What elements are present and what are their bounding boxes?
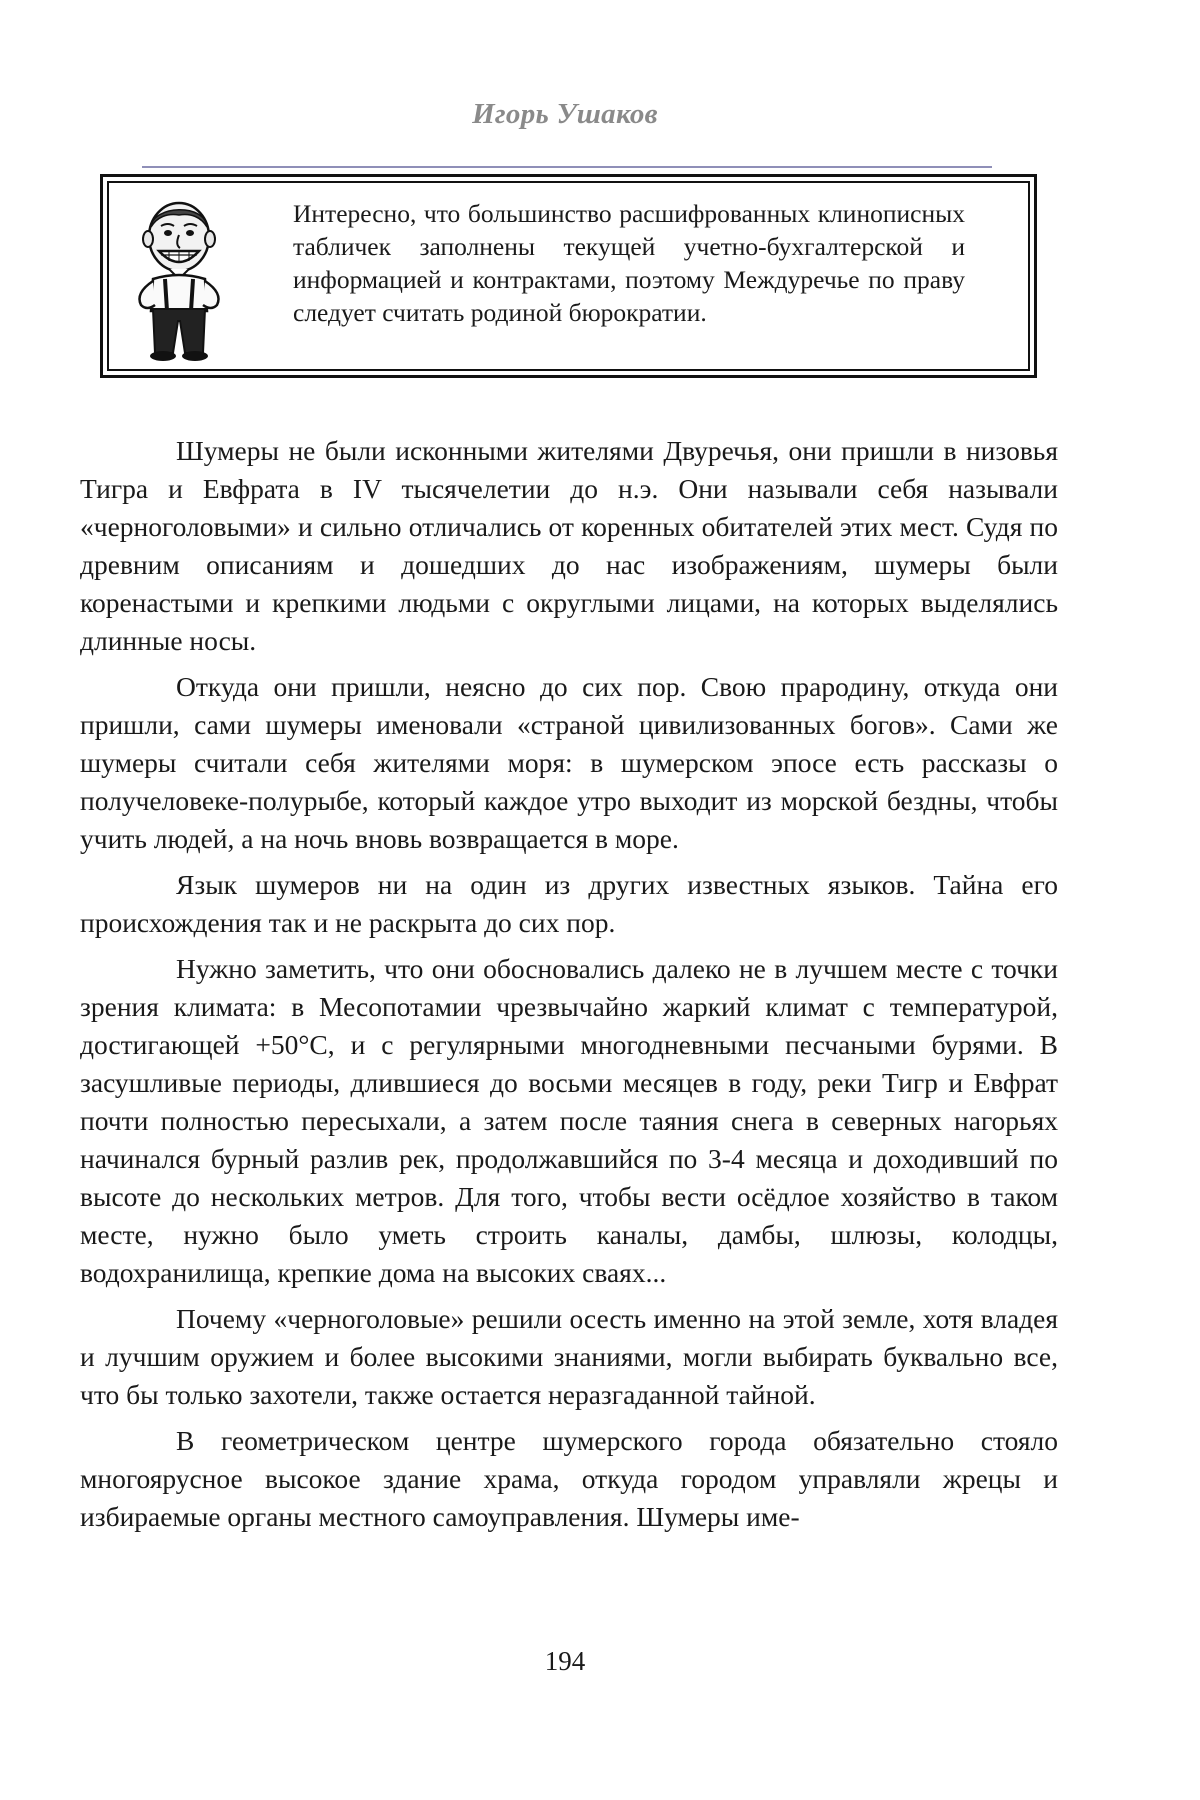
page-number: 194 [544, 1646, 586, 1676]
smiling-man-illustration-icon [123, 193, 235, 363]
body-paragraph: Нужно заметить, что они обосновались далеко не в лучшем месте с точки зрения климата: в Месопотамии чрезвычайно жаркий климат с температурой, достигающей +50°С, и с регулярными многодневными песчаными бурями. В засушливые периоды, длившиеся до восьми месяцев в году, реки Тигр и Евфрат почти полностью пересыхали, а затем после таяния снега в северных нагорьях начинался бурный разлив рек, продолжавшийся по 3-4 месяца и доходивший по высоте до нескольких метров. Для того, чтобы вести осёдлое хозяйство в таком месте, нужно было уметь строить каналы, дамбы, шлюзы, колодцы, водохранилища, крепкие дома на высоких сваях... [80, 953, 1058, 1288]
sidebar-note-text: Интересно, что большинство расшифрованных клинописных табличек заполнены текущей учетно-бухгалтерской и информацией и контрактами, поэтому Междуречье по праву следует считать родиной бюрократии. [293, 199, 965, 327]
header-rule [142, 166, 992, 168]
body-paragraph: В геометрическом центре шумерского города обязательно стояло многоярусное высокое здание храма, откуда городом управляли жрецы и избираемые органы местного самоуправления. Шумеры име- [80, 1425, 1058, 1532]
sidebar-note-box [100, 174, 1037, 378]
sidebar-note-inner-frame [107, 181, 1030, 371]
body-paragraph: Почему «черноголовые» решили осесть именно на этой земле, хотя владея и лучшим оружием и более высокими знаниями, могли выбирать буквально все, что бы только захотели, также остается неразгаданной тайной. [80, 1303, 1058, 1410]
running-header-author: Игорь Ушаков [472, 98, 658, 130]
body-paragraph: Шумеры не были исконными жителями Двуречья, они пришли в низовья Тигра и Евфрата в IV тысячелетии до н.э. Они называли себя называли «черноголовыми» и сильно отличались от коренных обитателей этих мест. Судя по древним описаниям и дошедших до нас изображениям, шумеры были коренастыми и крепкими людьми с округлыми лицами, на которых выделялись длинные носы. [80, 435, 1058, 656]
main-body-text [80, 432, 1058, 1544]
body-paragraph: Откуда они пришли, неясно до сих пор. Свою прародину, откуда они пришли, сами шумеры именовали «страной цивилизованных богов». Сами же шумеры считали себя жителями моря: в шумерском эпосе есть рассказы о получеловеке-полурыбе, который каждое утро выходит из морской бездны, чтобы учить людей, а на ночь вновь возвращается в море. [80, 671, 1058, 854]
body-paragraph: Язык шумеров ни на один из других известных языков. Тайна его происхождения так и не раскрыта до сих пор. [80, 869, 1058, 938]
